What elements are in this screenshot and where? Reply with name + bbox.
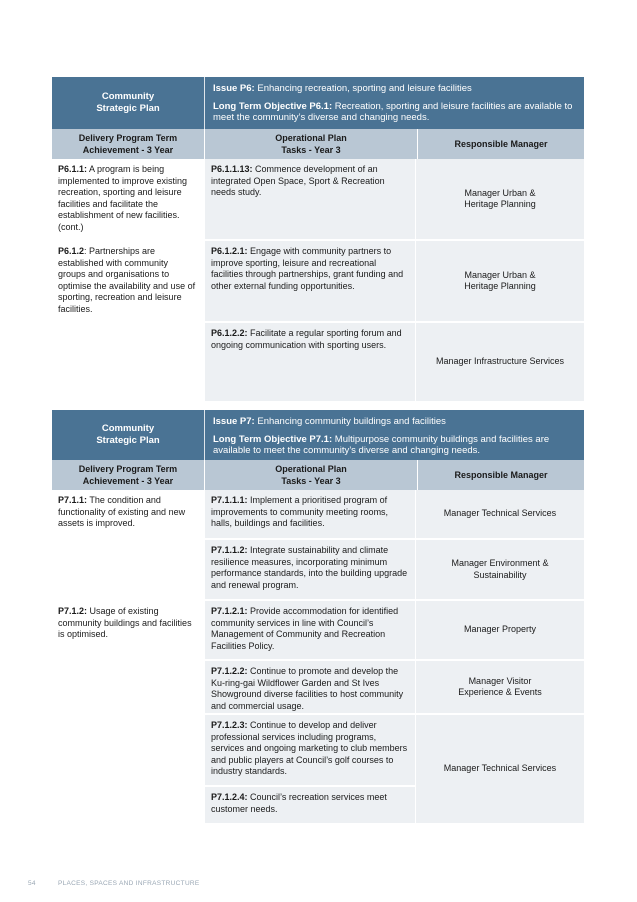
- delivery-program-cell: P6.1.2: Partnerships are established with community groups and organisations to optimise the availability and use of sporting, recreation and leisure facilities.: [52, 241, 204, 403]
- col-responsible-manager: Responsible Manager: [454, 470, 548, 480]
- objective-text: Recreation, sporting and leisure facilities are available to meet the community’s diverse and changing needs.: [213, 100, 573, 123]
- objective-label: Long Term Objective P6.1:: [213, 100, 333, 112]
- issue-p6-header: [52, 77, 584, 129]
- col-delivery-program: Delivery Program Term Achievement - 3 Year: [52, 460, 205, 490]
- footer-section-title: PLACES, SPACES AND INFRASTRUCTURE: [57, 880, 200, 887]
- delivery-program-cell: P7.1.2: Usage of existing community buildings and facilities is optimised.: [52, 601, 204, 825]
- operational-task-cell: P7.1.2.1: Provide accommodation for identified community services in line with Council’s Management of Community and Recreation Facilities Policy.: [204, 601, 416, 661]
- issue-block: [205, 77, 584, 129]
- col-delivery-program: Delivery Program Term Achievement - 3 Year: [52, 129, 205, 159]
- operational-task-cell: P7.1.1.1: Implement a prioritised program of improvements to community meeting rooms, halls, buildings and facilities.: [204, 490, 416, 540]
- responsible-manager-cell: Manager Infrastructure Services: [416, 323, 584, 403]
- csp-title: Community Strategic Plan: [52, 77, 205, 129]
- csp-title: Community Strategic Plan: [52, 410, 205, 460]
- column-header-row: [52, 460, 584, 490]
- page-number: 54: [28, 880, 36, 887]
- issue-p6-table: [52, 77, 584, 403]
- issue-p6-body: [52, 159, 584, 403]
- col-responsible-manager: Responsible Manager: [454, 139, 548, 149]
- responsible-manager-cell: Manager Urban & Heritage Planning: [416, 159, 584, 241]
- operational-task-cell: P6.1.2.2: Facilitate a regular sporting forum and ongoing communication with sporting users.: [204, 323, 416, 403]
- responsible-manager-cell: Manager Environment & Sustainability: [416, 540, 584, 601]
- operational-task-cell: P7.1.2.4: Council’s recreation services meet customer needs.: [204, 787, 416, 825]
- col-operational-plan: Operational Plan Tasks - Year 3: [205, 129, 418, 159]
- responsible-manager-cell: Manager Technical Services: [416, 715, 584, 825]
- issue-label: Issue P6:: [213, 83, 255, 94]
- operational-task-cell: P7.1.2.2: Continue to promote and develop the Ku-ring-gai Wildflower Garden and St Ives Showground diverse facilities to host community and commercial usage.: [204, 661, 416, 715]
- col-operational-plan: Operational Plan Tasks - Year 3: [205, 460, 418, 490]
- column-header-row: [52, 129, 584, 159]
- issue-p7-table: [52, 410, 584, 825]
- responsible-manager-cell: Manager Visitor Experience & Events: [416, 661, 584, 715]
- responsible-manager-cell: Manager Property: [416, 601, 584, 661]
- operational-task-cell: P6.1.2.1: Engage with community partners to improve sporting, leisure and recreational facilities through partnerships, grant funding and other external funding opportunities.: [204, 241, 416, 323]
- page-footer: [28, 880, 220, 887]
- operational-task-cell: P7.1.1.2: Integrate sustainability and climate resilience measures, incorporating minimum performance standards, into the building upgrade and renewal program.: [204, 540, 416, 601]
- objective-text: Multipurpose community buildings and facilities are available to meet the community’s diverse and changing needs.: [213, 433, 550, 456]
- operational-task-cell: P6.1.1.13: Commence development of an integrated Open Space, Sport & Recreation needs study.: [204, 159, 416, 241]
- issue-p7-body: [52, 490, 584, 825]
- operational-task-cell: P7.1.2.3: Continue to develop and deliver professional services including programs, services and ongoing marketing to club members and public players at Council’s golf courses to industry standards.: [204, 715, 416, 787]
- delivery-program-cell: P6.1.1: A program is being implemented to improve existing recreation, sporting and leisure facilities and facilitate the establishment of new facilities. (cont.): [52, 159, 204, 241]
- issue-p7-header: [52, 410, 584, 460]
- issue-label: Issue P7:: [213, 416, 255, 427]
- objective-label: Long Term Objective P7.1:: [213, 433, 333, 445]
- issue-text: Enhancing community buildings and facilities: [254, 416, 446, 427]
- responsible-manager-cell: Manager Technical Services: [416, 490, 584, 540]
- issue-block: [205, 410, 584, 460]
- responsible-manager-cell: Manager Urban & Heritage Planning: [416, 241, 584, 323]
- delivery-program-cell: P7.1.1: The condition and functionality of existing and new assets is improved.: [52, 490, 204, 601]
- issue-text: Enhancing recreation, sporting and leisure facilities: [257, 83, 472, 94]
